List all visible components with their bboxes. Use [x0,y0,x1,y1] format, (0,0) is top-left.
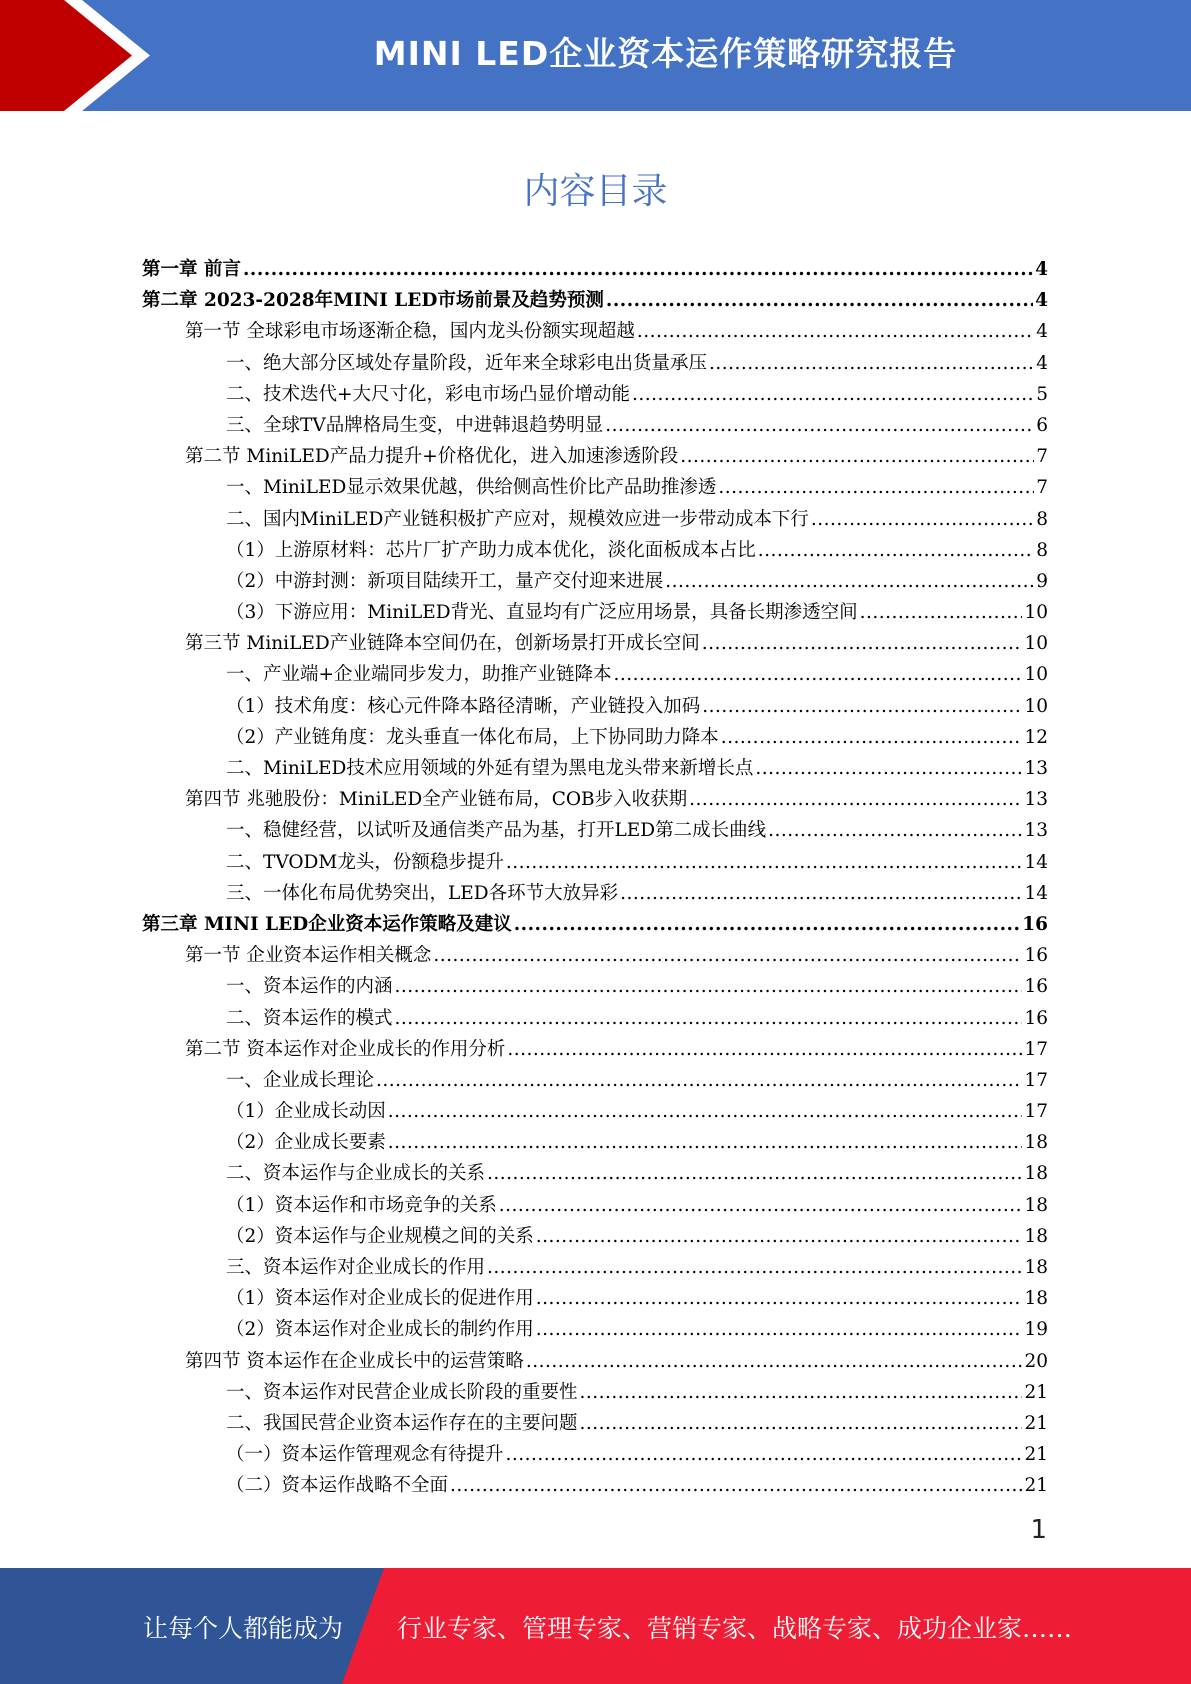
toc-dot-leader [536,1314,1023,1345]
toc-dot-leader [376,1065,1022,1096]
toc-dot-leader [487,1158,1022,1189]
toc-entry[interactable] [142,566,1048,597]
toc-entry-title: 三、资本运作对企业成长的作用 [226,1257,486,1278]
toc-entry[interactable] [142,878,1048,909]
toc-dot-leader [614,659,1023,690]
toc-entry-page: 21 [1024,1475,1048,1497]
toc-entry-title: （2）企业成长要素 [226,1132,386,1154]
toc-dot-leader [606,285,1033,316]
toc-entry-title: 第二章 2023-2028年MINI LED市场前景及趋势预测 [142,290,604,312]
toc-entry-page: 18 [1024,1132,1048,1154]
toc-dot-leader [395,1003,1023,1034]
toc-entry-title: 第四节 资本运作在企业成长中的运营策略 [185,1350,524,1372]
toc-dot-leader [721,722,1023,753]
toc-entry-page: 21 [1024,1412,1048,1434]
toc-dot-leader [395,971,1023,1002]
toc-dot-leader [702,691,1022,722]
toc-dot-leader [702,628,1023,659]
toc-entry-title: 二、资本运作的模式 [226,1007,393,1029]
toc-entry-page: 18 [1024,1288,1048,1310]
toc-dot-leader [580,1377,1023,1408]
toc-dot-leader [605,410,1034,441]
toc-entry[interactable] [142,316,1048,347]
toc-entry[interactable] [142,1377,1048,1408]
toc-dot-leader [755,753,1022,784]
toc-entry-page: 17 [1024,1069,1048,1091]
toc-dot-leader [433,940,1022,971]
toc-entry[interactable] [142,441,1048,472]
toc-entry-page: 10 [1024,633,1048,655]
toc-dot-leader [388,1096,1023,1127]
toc-entry-title: 第二节 MiniLED产品力提升+价格优化，进入加速渗透阶段 [185,446,679,468]
toc-entry-page: 10 [1024,602,1048,624]
toc-entry[interactable] [142,254,1048,285]
toc-entry[interactable] [142,472,1048,503]
toc-entry-title: （3）下游应用：MiniLED背光、直显均有广泛应用场景，具备长期渗透空间 [226,602,858,624]
toc-dot-leader [811,504,1034,535]
toc-entry-title: 一、企业成长理论 [226,1069,375,1091]
toc-entry[interactable] [142,1096,1048,1127]
toc-entry[interactable] [142,971,1048,1002]
toc-entry[interactable] [142,909,1048,940]
toc-entry[interactable] [142,722,1048,753]
toc-entry-title: 二、TVODM龙头，份额稳步提升 [226,851,504,873]
toc-entry-title: 第一节 全球彩电市场逐渐企稳，国内龙头份额实现超越 [185,321,635,343]
toc-entry-page: 21 [1024,1381,1048,1403]
toc-dot-leader [860,597,1023,628]
toc-entry-title: （2）产业链角度：龙头垂直一体化布局，上下协同助力降本 [226,726,719,748]
toc-entry-title: 第一节 企业资本运作相关概念 [185,945,432,967]
toc-entry[interactable] [142,691,1048,722]
footer-slogan-right: 行业专家、管理专家、营销专家、战略专家、成功企业家…… [397,1614,1073,1643]
toc-dot-leader [637,316,1034,347]
toc-entry-page: 4 [1035,290,1048,312]
toc-entry-page: 18 [1024,1194,1048,1216]
toc-entry-title: （二）资本运作战略不全面 [226,1475,449,1497]
toc-entry[interactable] [142,1003,1048,1034]
toc-entry-title: 三、一体化布局优势突出，LED各环节大放异彩 [226,882,619,904]
toc-entry[interactable] [142,348,1048,379]
toc-entry[interactable] [142,410,1048,441]
toc-entry-page: 13 [1024,758,1048,779]
toc-entry-title: 一、产业端+企业端同步发力，助推产业链降本 [226,664,612,686]
toc-entry[interactable] [142,1283,1048,1314]
toc-entry[interactable] [142,628,1048,659]
toc-dot-leader [499,1190,1023,1221]
toc-dot-leader [388,1127,1023,1158]
toc-entry-title: （2）资本运作对企业成长的制约作用 [226,1319,534,1341]
header-arrow-red [0,0,132,111]
toc-entry-title: 二、技术迭代+大尺寸化，彩电市场凸显价增动能 [226,383,631,405]
toc-entry-page: 6 [1036,414,1048,436]
toc-entry-page: 7 [1036,446,1048,468]
toc-entry-page: 16 [1022,913,1048,935]
toc-dot-leader [580,1408,1023,1439]
toc-dot-leader [768,815,1022,846]
toc-entry[interactable] [142,1221,1048,1252]
toc-entry[interactable] [142,784,1048,815]
page-number: 1 [1030,1515,1047,1545]
header-arrow-graphic [0,0,160,111]
toc-entry-title: 一、稳健经营，以试听及通信类产品为基，打开LED第二成长曲线 [226,820,767,842]
toc-entry[interactable] [142,659,1048,690]
toc-entry-page: 17 [1024,1101,1048,1123]
toc-entry[interactable] [142,379,1048,410]
toc-entry[interactable] [142,597,1048,628]
toc-entry[interactable] [142,815,1048,846]
toc-entry-title: 一、资本运作对民营企业成长阶段的重要性 [226,1381,578,1403]
toc-entry[interactable] [142,504,1048,535]
toc-entry-title: （1）技术角度：核心元件降本路径清晰，产业链投入加码 [226,695,701,717]
toc-entry[interactable] [142,1470,1048,1501]
toc-entry-page: 5 [1036,383,1048,405]
toc-entry-title: 二、资本运作与企业成长的关系 [226,1163,486,1185]
toc-entry[interactable] [142,1346,1048,1377]
toc-entry-page: 16 [1024,1007,1048,1029]
toc-entry-title: （2）中游封测：新项目陆续开工，量产交付迎来进展 [226,570,664,592]
toc-entry-page: 18 [1024,1225,1048,1247]
toc-entry[interactable] [142,535,1048,566]
toc-dot-leader [680,441,1034,472]
footer-slogan-left: 让每个人都能成为 [143,1614,344,1643]
toc-entry-page: 19 [1024,1319,1048,1341]
toc-entry-title: 第三节 MiniLED产业链降本空间仍在，创新场景打开成长空间 [185,633,700,655]
toc-entry-title: （2）资本运作与企业规模之间的关系 [226,1225,534,1247]
toc-entry-title: （1）资本运作对企业成长的促进作用 [226,1288,534,1310]
toc-dot-leader [506,1439,1023,1470]
toc-entry-title: （一）资本运作管理观念有待提升 [226,1444,504,1466]
toc-entry-page: 14 [1024,882,1048,904]
toc-entry-page: 12 [1024,726,1048,748]
toc-entry-title: 第二节 资本运作对企业成长的作用分析 [185,1038,506,1060]
toc-entry-title: 一、资本运作的内涵 [226,976,393,998]
page-header [0,0,1191,111]
toc-entry[interactable] [142,847,1048,878]
toc-entry-page: 8 [1036,539,1048,561]
toc-entry-page: 10 [1024,695,1048,717]
toc-entry[interactable] [142,753,1048,784]
toc-entry-title: 第一章 前言 [142,259,241,280]
toc-dot-leader [718,472,1034,503]
toc-dot-leader [536,1283,1023,1314]
toc-entry-title: （1）上游原材料：芯片厂扩产助力成本优化，淡化面板成本占比 [226,539,756,561]
toc-entry-page: 4 [1035,259,1048,280]
toc-entry-page: 18 [1024,1257,1048,1278]
toc-entry-page: 8 [1036,508,1048,530]
toc-entry[interactable] [142,1034,1048,1065]
toc-entry[interactable] [142,1439,1048,1470]
toc-dot-leader [758,535,1034,566]
toc-entry-title: 二、国内MiniLED产业链积极扩产应对，规模效应进一步带动成本下行 [226,508,809,530]
toc-entry[interactable] [142,1065,1048,1096]
toc-dot-leader [487,1252,1022,1283]
toc-dot-leader [506,847,1023,878]
toc-entry-page: 20 [1024,1350,1048,1372]
toc-entry-title: （1）企业成长动因 [226,1101,386,1123]
toc-dot-leader [514,909,1021,940]
toc-dot-leader [709,348,1034,379]
toc-dot-leader [450,1470,1022,1501]
toc-dot-leader [665,566,1034,597]
toc-entry-page: 7 [1036,477,1048,499]
toc-dot-leader [526,1346,1023,1377]
toc-entry-page: 16 [1024,976,1048,998]
toc-entry-page: 13 [1024,789,1048,811]
toc-entry-page: 4 [1036,321,1048,343]
toc-entry-title: 二、MiniLED技术应用领域的外延有望为黑电龙头带来新增长点 [226,758,754,779]
toc-entry[interactable] [142,285,1048,316]
toc-entry-title: 一、绝大部分区域处存量阶段，近年来全球彩电出货量承压 [226,352,708,374]
toc-entry-page: 16 [1024,945,1048,967]
toc-entry[interactable] [142,1314,1048,1345]
toc-entry[interactable] [142,1408,1048,1439]
toc-entry-title: 二、我国民营企业资本运作存在的主要问题 [226,1412,578,1434]
toc-dot-leader [632,379,1034,410]
toc-entry[interactable] [142,940,1048,971]
toc-entry-page: 17 [1024,1038,1048,1060]
toc-entry[interactable] [142,1127,1048,1158]
toc-dot-leader [620,878,1022,909]
toc-entry-page: 18 [1024,1163,1048,1185]
toc-entry-title: 三、全球TV品牌格局生变，中进韩退趋势明显 [226,414,604,436]
toc-entry[interactable] [142,1158,1048,1189]
toc-entry-title: 第四节 兆驰股份：MiniLED全产业链布局，COB步入收获期 [185,789,688,811]
page-footer [0,1568,1191,1684]
toc-entry-title: （1）资本运作和市场竞争的关系 [226,1194,497,1216]
toc-dot-leader [507,1034,1022,1065]
table-of-contents [142,254,1048,1502]
toc-entry-page: 10 [1024,664,1048,686]
toc-entry[interactable] [142,1190,1048,1221]
toc-entry-page: 21 [1024,1444,1048,1466]
toc-entry-title: 第三章 MINI LED企业资本运作策略及建议 [142,913,512,935]
toc-entry-page: 4 [1036,352,1048,374]
toc-heading: 内容目录 [523,171,668,212]
report-title: MINI LED企业资本运作策略研究报告 [373,34,958,73]
toc-dot-leader [243,254,1033,285]
toc-entry[interactable] [142,1252,1048,1283]
toc-dot-leader [689,784,1022,815]
toc-entry-page: 13 [1024,820,1048,842]
toc-entry-title: 一、MiniLED显示效果优越，供给侧高性价比产品助推渗透 [226,477,717,499]
toc-dot-leader [536,1221,1023,1252]
toc-entry-page: 9 [1036,570,1048,592]
toc-entry-page: 14 [1024,851,1048,873]
